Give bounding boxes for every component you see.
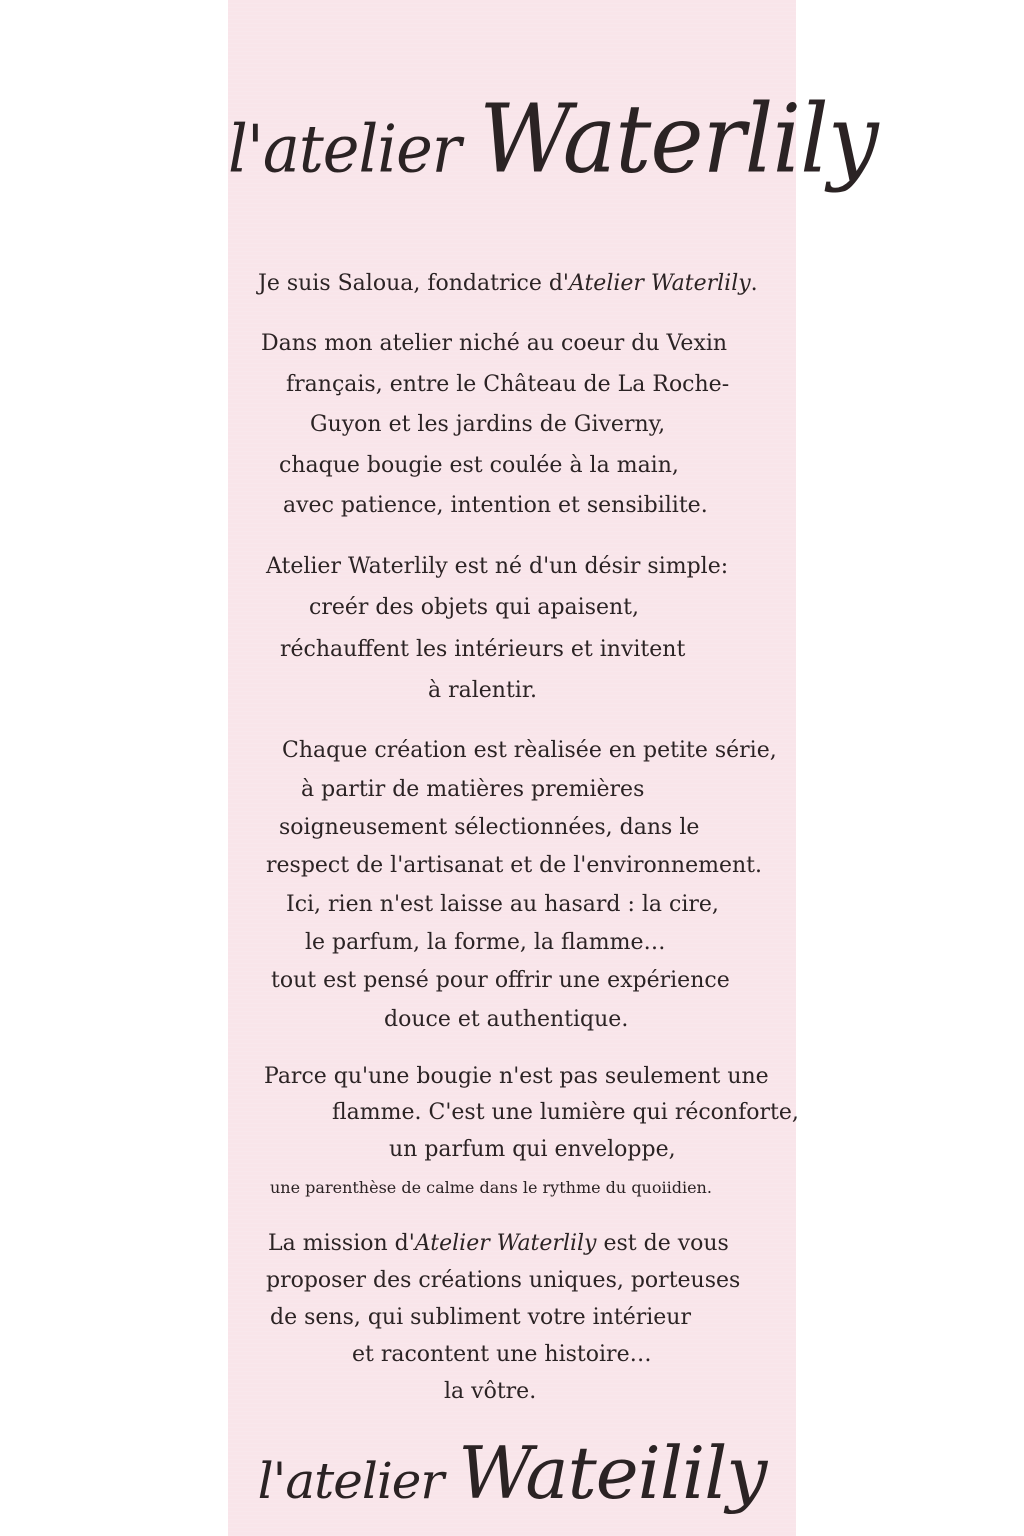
text-line: creér des objets qui apaisent, (309, 595, 640, 620)
text-line: la vôtre. (444, 1379, 537, 1404)
text-line: soigneusement sélectionnées, dans le (279, 815, 700, 840)
text-line (258, 270, 758, 298)
text-line: à partir de matières premières (301, 777, 645, 802)
text-span: . (750, 271, 758, 296)
text-line: et racontent une histoire… (352, 1342, 652, 1367)
brand-logo-bottom (228, 1432, 796, 1516)
text-line: de sens, qui subliment votre intérieur (270, 1305, 691, 1330)
logo-bottom-big: Wateilily (458, 1432, 767, 1516)
text-line: avec patience, intention et sensibilite. (283, 493, 708, 518)
about-card (228, 0, 878, 1536)
text-line: Guyon et les jardins de Giverny, (310, 412, 666, 437)
logo-top-big: Waterlily (479, 85, 878, 195)
text-span: Je suis Saloua, fondatrice d' (258, 271, 569, 296)
text-line: proposer des créations uniques, porteuses (266, 1268, 741, 1293)
text-line: un parfum qui enveloppe, (389, 1137, 676, 1162)
text-line: douce et authentique. (384, 1007, 629, 1032)
logo-top-small: l'atelier (228, 110, 480, 188)
brand-logo-top (228, 85, 878, 195)
text-line: une parenthèse de calme dans le rythme du quoiidien. (270, 1178, 712, 1197)
text-line: flamme. C'est une lumière qui réconforte, (332, 1100, 799, 1125)
text-line: le parfum, la forme, la flamme… (305, 930, 666, 955)
text-span: est de vous (596, 1231, 729, 1256)
text-span: La mission d' (268, 1231, 415, 1256)
text-line: chaque bougie est coulée à la main, (279, 453, 679, 478)
text-line: français, entre le Château de La Roche- (286, 372, 730, 397)
text-line: Chaque création est rèalisée en petite série, (282, 738, 777, 763)
text-line: réchauffent les intérieurs et invitent (280, 637, 686, 662)
text-line: Atelier Waterlily est né d'un désir simple: (266, 554, 729, 579)
text-line: Parce qu'une bougie n'est pas seulement une (264, 1064, 769, 1089)
text-line: à ralentir. (428, 678, 537, 703)
brand-name-italic: Atelier Waterlily (414, 1231, 597, 1256)
text-line: respect de l'artisanat et de l'environnement. (266, 853, 762, 878)
text-line: tout est pensé pour offrir une expérience (271, 968, 730, 993)
text-line: Ici, rien n'est laisse au hasard : la cire, (286, 892, 719, 917)
text-line: Dans mon atelier niché au coeur du Vexin (261, 331, 728, 356)
logo-bottom-small: l'atelier (257, 1452, 459, 1510)
text-line (268, 1230, 729, 1258)
brand-name-italic: Atelier Waterlily (568, 271, 751, 296)
